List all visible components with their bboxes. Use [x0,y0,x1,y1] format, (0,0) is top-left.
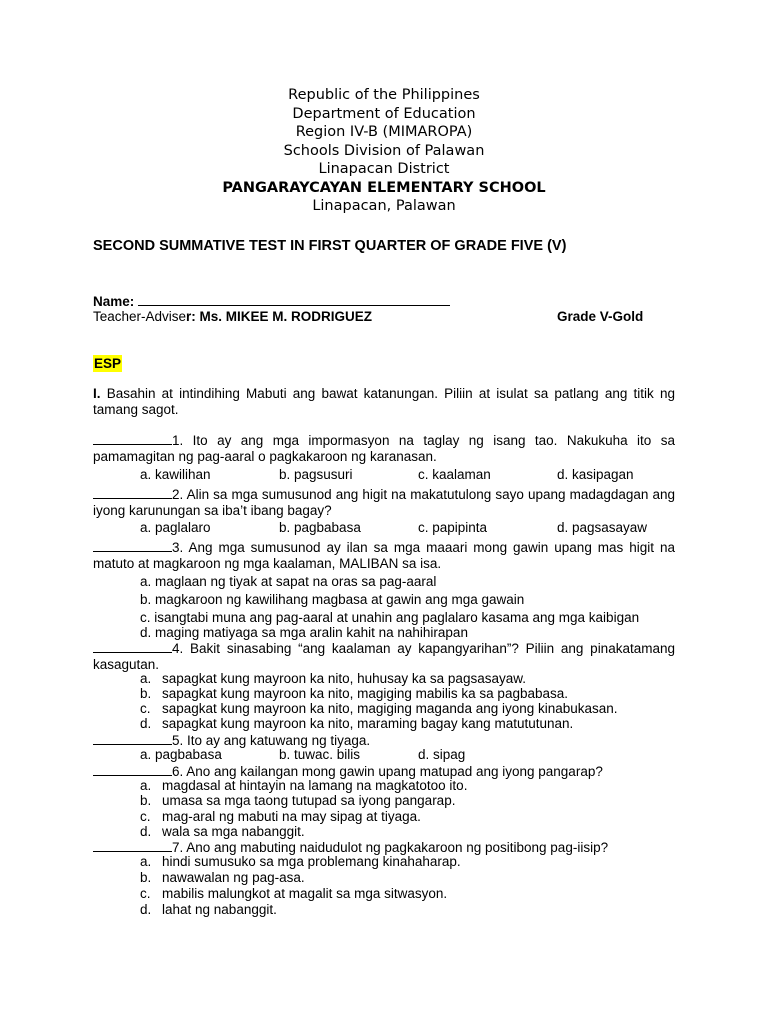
option-c: sapagkat kung mayroon ka nito, magiging maganda ang iyong kinabukasan. [162,701,618,716]
header-line-region: Region IV-B (MIMAROPA) [295,124,473,140]
question-2 [93,486,675,519]
option-d: sapagkat kung mayroon ka nito, maraming bagay kang matututunan. [162,716,574,731]
header-line-division: Schools Division of Palawan [283,142,485,159]
adviser-label: Teacher-Advise [93,309,187,324]
option-a: a. paglalaro [140,520,211,535]
adviser-name: r: Ms. MIKEE M. RODRIGUEZ [186,309,373,324]
option-letter: c. [140,701,151,716]
option-c: c. isangtabi muna ang pag-aaral at unahin ang paglalaro kasama ang mga kaibigan [140,610,640,625]
option-c: mag-aral ng mabuti na may sipag at tiyaga. [162,809,421,824]
option-c: mabilis malungkot at magalit sa mga sitwasyon. [162,886,448,901]
option-d: lahat ng nabanggit. [162,902,277,917]
option-a: a. kawilihan [140,467,211,482]
option-letter: b. [140,686,152,701]
option-b: b. pagsusuri [279,467,353,482]
header-line-department: Department of Education [292,105,476,122]
option-b: b. tuwac. bilis [279,747,361,762]
option-a: a. maglaan ng tiyak at sapat na oras sa pag-aaral [140,574,437,589]
answer-blank [93,432,172,445]
answer-blank [93,640,172,653]
option-b: b. pagbabasa [279,520,361,535]
letterhead [0,86,768,216]
question-text: 6. Ano ang kailangan mong gawin upang matupad ang iyong pangarap? [172,764,603,779]
name-label: Name: [93,294,135,309]
subject-heading: ESP [94,356,122,371]
question-text: 2. Alin sa mga sumusunod ang higit na makatutulong sayo upang madagdagan ang iyong karunungan sa iba’t ibang bagay? [93,487,675,518]
instructions-text: Basahin at intindihing Mabuti ang bawat katanungan. Piliin at isulat sa patlang ang titik ng tamang sagot. [93,386,675,417]
option-letter: d. [140,902,152,917]
answer-blank [93,732,172,745]
question-text: 3. Ang mga sumusunod ay ilan sa mga maaari mong gawin upang mas higit na matuto at magkaroon ng mga kaalaman, MALIBAN sa isa. [93,540,675,571]
question-text: 4. Bakit sinasabing “ang kaalaman ay kapangyarihan”? Piliin ang pinakatamang kasagutan. [93,641,675,672]
question-text: 5. Ito ay ang katuwang ng tiyaga. [172,733,371,748]
test-title: SECOND SUMMATIVE TEST IN FIRST QUARTER OF GRADE FIVE (V) [93,238,567,254]
instructions-number: I. [93,386,101,401]
question-text: 7. Ano ang mabuting naidudulot ng pagkakaroon ng positibong pag-iisip? [172,840,609,855]
question-3 [93,539,675,572]
option-d: wala sa mga nabanggit. [162,824,305,839]
option-a: sapagkat kung mayroon ka nito, huhusay ka sa pagsasayaw. [162,671,526,686]
name-row [93,293,450,309]
question-text: 1. Ito ay ang mga impormasyon na taglay ng isang tao. Nakukuha ito sa pamamagitan ng pag-aaral o pagkakaroon ng karanasan. [93,433,675,464]
option-letter: a. [140,778,152,793]
option-letter: a. [140,671,152,686]
option-a: hindi sumusuko sa mga problemang kinahaharap. [162,854,461,869]
option-d: d. sipag [418,747,466,762]
option-b: nawawalan ng pag-asa. [162,870,305,885]
option-b: b. magkaroon ng kawilihang magbasa at gawin ang mga gawain [140,592,525,607]
option-d: d. pagsasayaw [557,520,648,535]
name-blank [138,293,450,306]
option-letter: c. [140,886,151,901]
option-b: sapagkat kung mayroon ka nito, magiging mabilis ka sa pagbabasa. [162,686,568,701]
option-d: d. maging matiyaga sa mga aralin kahit na nahihirapan [140,625,468,640]
option-c: c. kaalaman [418,467,491,482]
answer-blank [93,539,172,552]
option-letter: a. [140,854,152,869]
option-a: a. pagbabasa [140,747,222,762]
question-1 [93,432,675,465]
option-d: d. kasipagan [557,467,634,482]
option-c: c. papipinta [418,520,488,535]
grade-section: Grade V-Gold [557,309,644,324]
option-letter: d. [140,716,152,731]
header-line-district: Linapacan District [318,161,450,177]
option-a: magdasal at hintayin na lamang na magkatotoo ito. [162,778,468,793]
option-letter: d. [140,824,152,839]
adviser-row [93,309,372,324]
school-name: PANGARAYCAYAN ELEMENTARY SCHOOL [222,179,546,196]
option-letter: c. [140,809,151,824]
option-b: umasa sa mga taong tutupad sa iyong pangarap. [162,793,456,808]
instructions [93,386,675,418]
answer-blank [93,763,172,776]
option-letter: b. [140,870,152,885]
answer-blank [93,839,172,852]
header-line-republic: Republic of the Philippines [288,87,480,103]
option-letter: b. [140,793,152,808]
answer-blank [93,486,172,499]
question-4 [93,640,675,673]
school-location: Linapacan, Palawan [312,198,456,214]
